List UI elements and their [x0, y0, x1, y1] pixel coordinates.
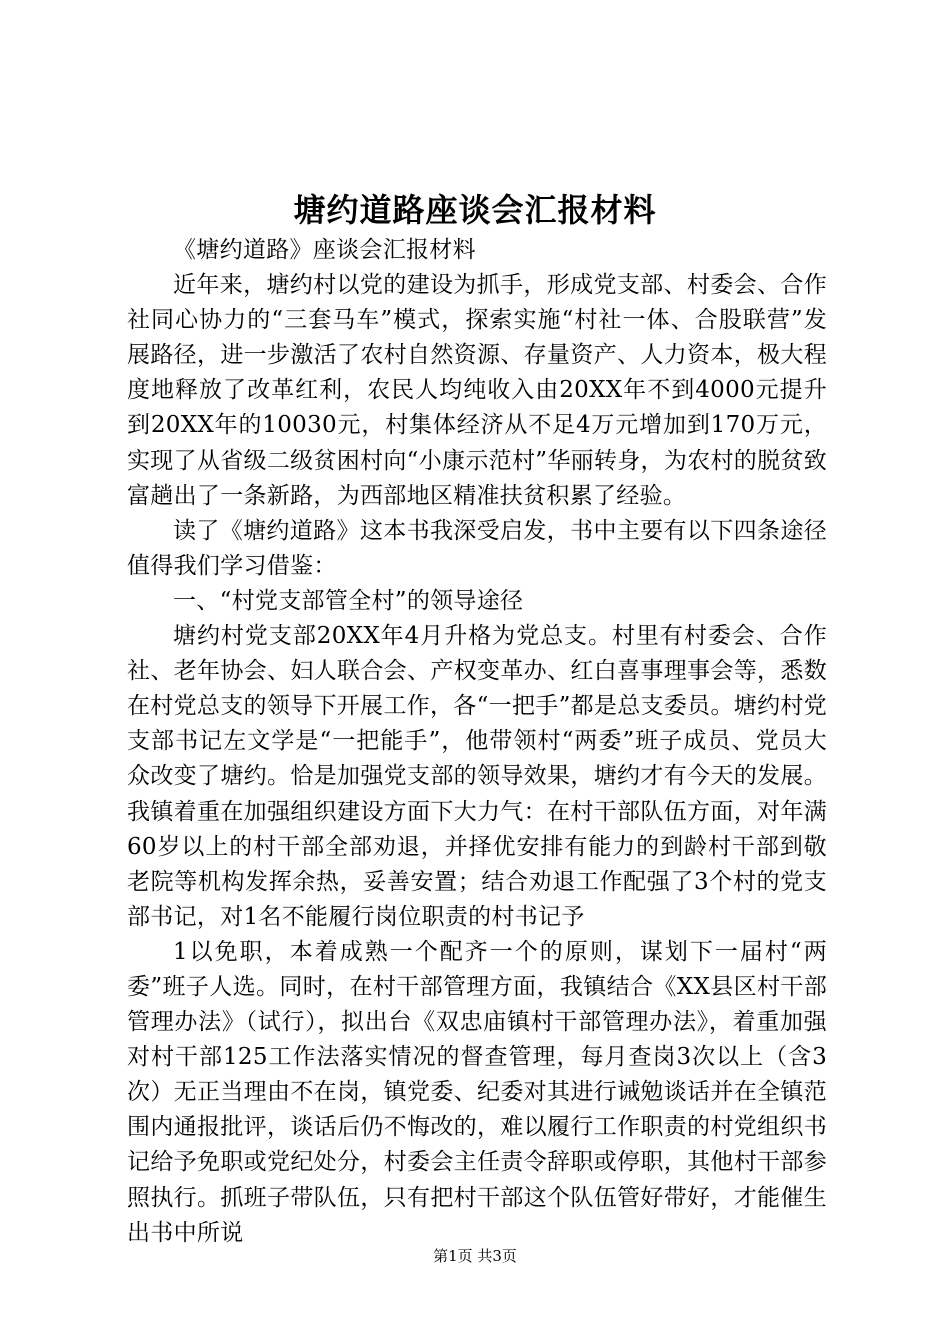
document-body — [127, 233, 827, 1251]
document-title: 塘约道路座谈会汇报材料 — [293, 191, 657, 229]
section-1-paragraph: 塘约村党支部20XX年4月升格为党总支。村里有村委会、合作社、老年协会、妇人联合会、产权变革办、红白喜事理事会等，悉数在村党总支的领导下开展工作，各“一把手”都是总支委员。塘约村党支部书记左文学是“一把能手”，他带领村“两委”班子成员、党员大众改变了塘约。恰是加强党支部的领导效果，塘约才有今天的发展。我镇着重在加强组织建设方面下大力气：在村干部队伍方面，对年满60岁以上的村干部全部劝退，并择优安排有能力的到龄村干部到敬老院等机构发挥余热，妥善安置；结合劝退工作配强了3个村的党支部书记，对1名不能履行岗位职责的村书记予 — [127, 623, 827, 930]
section-heading-1: 一、“村党支部管全村”的领导途径 — [173, 587, 524, 614]
subtitle-paragraph: 《塘约道路》座谈会汇报材料 — [173, 237, 476, 263]
section-1-continued-paragraph: 1以免职，本着成熟一个配齐一个的原则，谋划下一届村“两委”班子人选。同时，在村干部管理方面，我镇结合《XX县区村干部管理办法》（试行），拟出台《双忠庙镇村干部管理办法》，着重加强对村干部125工作法落实情况的督查管理，每月查岗3次以上（含3次）无正当理由不在岗，镇党委、纪委对其进行诫勉谈话并在全镇范围内通报批评，谈话后仍不悔改的，难以履行工作职责的村党组织书记给予免职或党纪处分，村委会主任责令辞职或停职，其他村干部参照执行。抓班子带队伍，只有把村干部这个队伍管好带好，才能催生出书中所说 — [127, 938, 827, 1246]
page-footer: 第1页 共3页 — [433, 1247, 517, 1265]
intro-paragraph: 近年来，塘约村以党的建设为抓手，形成党支部、村委会、合作社同心协力的“三套马车”模式，探索实施“村社一体、合股联营”发展路径，进一步激活了农村自然资源、存量资产、人力资本，极大程度地释放了改革红利，农民人均纯收入由20XX年不到4000元提升到20XX年的10030元，村集体经济从不足4万元增加到170万元，实现了从省级二级贫困村向“小康示范村”华丽转身，为农村的脱贫致富趟出了一条新路，为西部地区精准扶贫积累了经验。 — [127, 272, 827, 509]
inspiration-paragraph: 读了《塘约道路》这本书我深受启发，书中主要有以下四条途径值得我们学习借鉴： — [127, 517, 827, 579]
